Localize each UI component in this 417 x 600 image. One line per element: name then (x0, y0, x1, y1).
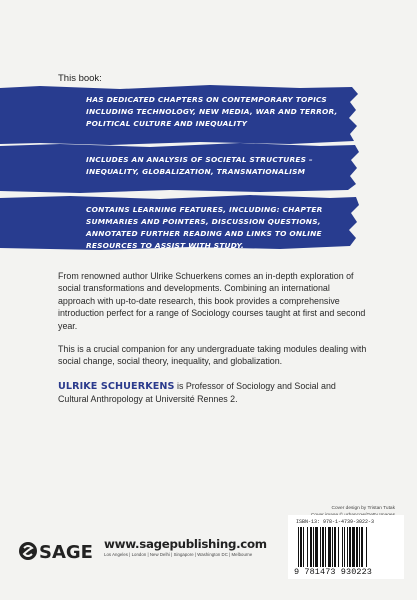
cover-design-credit: Cover design by Tristan Tutak (331, 506, 395, 511)
author-name: ULRIKE SCHUERKENS (58, 381, 175, 392)
intro-label: This book: (58, 73, 102, 84)
feature-banner-3 (0, 194, 360, 250)
isbn-label: ISBN-13: 978-1-4739-3022-3 (296, 519, 375, 525)
sage-logo-text: SAGE (39, 542, 93, 562)
audience-paragraph: This is a crucial companion for any undergraduate taking modules dealing with social change, social theory, inequality, and globalization. (58, 344, 367, 367)
publisher-locations: Los Angeles | London | New Delhi | Singapore | Washington DC | Melbourne (104, 552, 253, 557)
author-bio (58, 380, 368, 406)
sage-logo (18, 540, 104, 562)
feature-banner-3-text: CONTAINS LEARNING FEATURES, INCLUDING: CHAPTER SUMMARIES AND POINTERS, DISCUSSION QUESTIONS, ANNOTATED FURTHER READING AND LINKS TO ONLINE RESOURCES TO ASSIST WITH STUDY. (86, 205, 323, 250)
description-paragraph: From renowned author Ulrike Schuerkens comes an in-depth exploration of social transformations and developments. Combining an international approach with up-to-date research, this book provides a comprehensive introduction perfect for a range of Sociology courses taught at first and second year. (58, 271, 366, 331)
author-bio-text: is Professor of Sociology and Social and Cultural Anthropology at Université Rennes 2. (58, 381, 336, 405)
feature-banner-2-text: INCLUDES AN ANALYSIS OF SOCIETAL STRUCTURES – INEQUALITY, GLOBALIZATION, TRANSNATIONALISM (86, 155, 313, 176)
publisher-url[interactable]: www.sagepublishing.com (104, 537, 267, 551)
feature-banner-1-text: HAS DEDICATED CHAPTERS ON CONTEMPORARY TOPICS INCLUDING TECHNOLOGY, NEW MEDIA, WAR AND TERROR, POLITICAL CULTURE AND INEQUALITY (86, 95, 338, 128)
isbn-digits: 9 781473 930223 (294, 567, 373, 577)
barcode-icon (298, 527, 394, 567)
feature-banner-1 (0, 84, 360, 146)
isbn-barcode (288, 515, 404, 579)
feature-banner-2 (0, 143, 360, 193)
